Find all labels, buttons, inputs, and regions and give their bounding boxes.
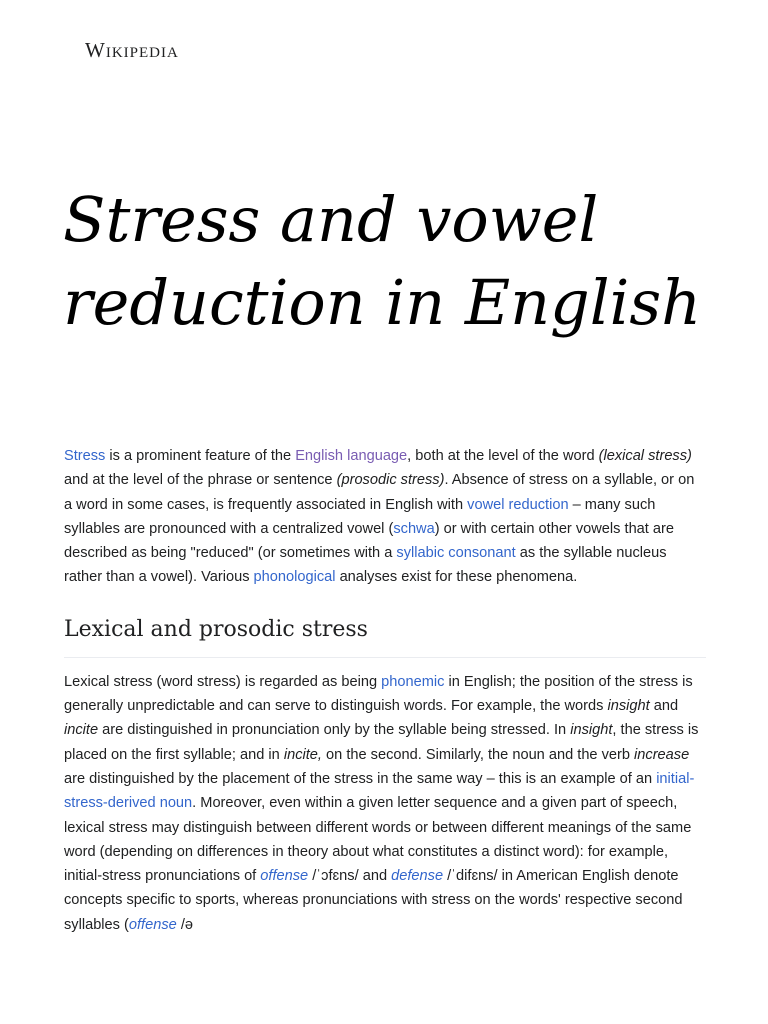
link-stress[interactable]: Stress [64, 448, 106, 464]
link-phonological[interactable]: phonological [253, 569, 336, 586]
em-insight-2: insight [570, 722, 613, 739]
em-lexical-stress: (lexical stress) [598, 448, 692, 464]
em-insight: insight [607, 698, 650, 715]
section-heading-lexical-prosodic-stress: Lexical and prosodic stress [64, 615, 706, 658]
link-vowel-reduction[interactable]: vowel reduction [467, 496, 569, 513]
wikipedia-logo[interactable]: Wikipedia [85, 38, 179, 62]
em-incite: incite [64, 722, 99, 739]
intro-paragraph: Stress is a prominent feature of the English language, both at the level of the word (lexical stress) and at the level of the phrase or sentence (prosodic stress). Absence of stress on a syllable, or on a word in some cases, is frequently associated in English with vowel reduction – many such syllables are pronounced with a centralized vowel (schwa) or with certain other vowels that are described as being "reduced" (or sometimes with a syllabic consonant as the syllable nucleus rather than a vowel). Various phonological analyses exist for these phenomena. [64, 448, 695, 586]
link-syllabic-consonant[interactable]: syllabic consonant [396, 545, 516, 562]
link-offense[interactable]: offense [260, 868, 309, 885]
em-incite-2: incite, [283, 746, 322, 763]
em-prosodic-stress: (prosodic stress) [336, 472, 445, 489]
link-defense[interactable]: defense [391, 868, 444, 885]
link-english-language[interactable]: English language [295, 448, 408, 464]
article-content [64, 444, 706, 937]
page-title: Stress and vowel reduction in English [63, 183, 702, 339]
em-increase: increase [634, 746, 690, 763]
link-schwa[interactable]: schwa [393, 520, 435, 537]
link-phonemic[interactable]: phonemic [381, 673, 445, 690]
section-paragraph: Lexical stress (word stress) is regarded as being phonemic in English; the position of the stress is generally unpredictable and can serve to distinguish words. For example, the words insight and incite are distinguished in pronunciation only by the syllable being stressed. In insight, the stress is placed on the first syllable; and in incite, on the second. Similarly, the noun and the verb increase are distinguished by the placement of the stress in the same way – this is an example of an initial-stress-derived noun. Moreover, even within a given letter sequence and a given part of speech, lexical stress may distinguish between different words or between different meanings of the same word (depending on differences in theory about what constitutes a distinct word): for example, initial-stress pronunciations of offense /ˈɔfɛns/ and defense /ˈdifɛns/ in American English denote concepts specific to sports, whereas pronunciations with stress on the words' respective second syllables (offense /ə [64, 673, 699, 933]
link-offense-2[interactable]: offense [128, 916, 177, 933]
link-initial-stress-derived-noun[interactable]: initial-stress-derived noun [64, 770, 695, 812]
